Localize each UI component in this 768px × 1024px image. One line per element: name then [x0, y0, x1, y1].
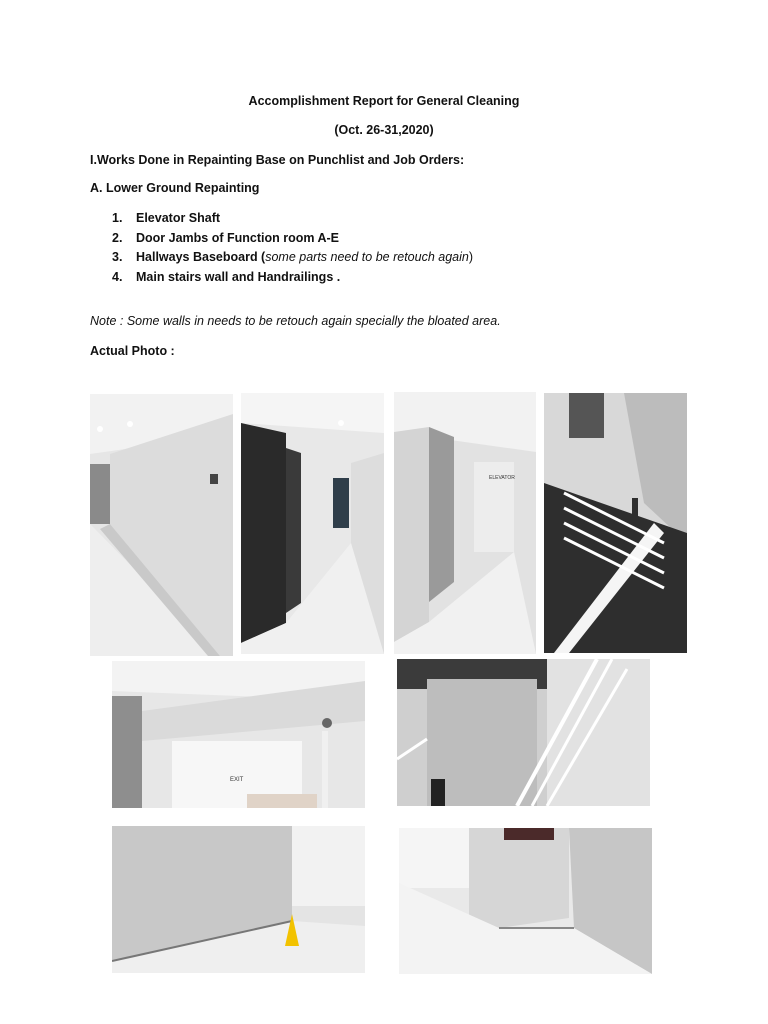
hallway-baseboard-photo	[112, 826, 365, 973]
corridor-glass-doors-photo	[241, 393, 384, 654]
report-date-range: (Oct. 26-31,2020)	[334, 123, 434, 137]
exit-sign: EXIT	[230, 777, 244, 783]
stairwell-handrail-photo	[397, 659, 650, 806]
elevator-shaft-photo	[394, 392, 536, 654]
report-title: Accomplishment Report for General Cleaning	[248, 94, 520, 108]
main-stairs-handrail-photo	[544, 393, 687, 653]
note-text: Note : Some walls in needs to be retouch again specially the bloated area.	[90, 314, 501, 328]
corner-baseboard-photo	[399, 828, 652, 974]
actual-photo-label: Actual Photo :	[90, 344, 175, 358]
elevator-sign: ELEVATOR	[489, 475, 515, 481]
hallway-wall-photo	[90, 394, 233, 656]
repainting-list	[112, 209, 473, 287]
list-item: 4. Main stairs wall and Handrailings .	[112, 269, 341, 284]
ceiling-beam-photo	[112, 661, 365, 808]
list-item: 3. Hallways Baseboard (some parts need to be retouch again)	[112, 250, 473, 264]
section-heading: I.Works Done in Repainting Base on Punchlist and Job Orders:	[90, 153, 465, 167]
list-item: 2. Door Jambs of Function room A-E	[112, 230, 340, 245]
subsection-heading: A. Lower Ground Repainting	[90, 181, 260, 195]
list-item: 1. Elevator Shaft	[112, 211, 221, 225]
